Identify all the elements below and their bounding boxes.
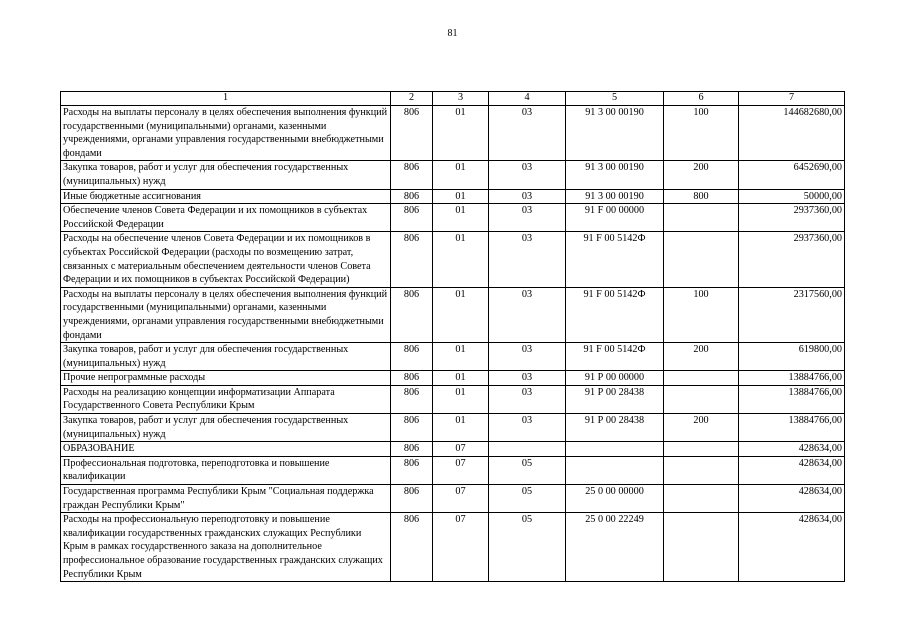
amount: 13884766,00 [739, 371, 845, 386]
subsection-code: 03 [489, 106, 566, 161]
target-article-code: 91 F 00 5142Ф [566, 287, 664, 342]
section-code: 01 [433, 287, 489, 342]
row-description: Иные бюджетные ассигнования [61, 189, 391, 204]
subsection-code: 03 [489, 189, 566, 204]
amount: 144682680,00 [739, 106, 845, 161]
subsection-code: 03 [489, 204, 566, 232]
ministry-code: 806 [391, 456, 433, 484]
section-code: 01 [433, 414, 489, 442]
table-row [61, 485, 845, 513]
ministry-code: 806 [391, 442, 433, 457]
ministry-code: 806 [391, 343, 433, 371]
subsection-code: 03 [489, 287, 566, 342]
column-header: 3 [433, 92, 489, 106]
amount: 428634,00 [739, 442, 845, 457]
ministry-code: 806 [391, 189, 433, 204]
section-code: 01 [433, 204, 489, 232]
subsection-code: 05 [489, 456, 566, 484]
column-header: 5 [566, 92, 664, 106]
target-article-code: 91 F 00 00000 [566, 204, 664, 232]
ministry-code: 806 [391, 232, 433, 287]
table-row [61, 371, 845, 386]
section-code: 07 [433, 485, 489, 513]
target-article-code: 25 0 00 00000 [566, 485, 664, 513]
column-header: 7 [739, 92, 845, 106]
column-header: 4 [489, 92, 566, 106]
target-article-code: 91 F 00 5142Ф [566, 232, 664, 287]
amount: 428634,00 [739, 485, 845, 513]
ministry-code: 806 [391, 287, 433, 342]
row-description: Расходы на выплаты персоналу в целях обеспечения выполнения функций государственными (муниципальными) органами, казенными учреждениями, органами управления государственными внебюджетными фондами [61, 106, 391, 161]
ministry-code: 806 [391, 161, 433, 189]
subsection-code: 03 [489, 414, 566, 442]
amount: 2317560,00 [739, 287, 845, 342]
row-description: Расходы на реализацию концепции информатизации Аппарата Государственного Совета Республики Крым [61, 385, 391, 413]
table-header-row [61, 92, 845, 106]
table-row [61, 385, 845, 413]
ministry-code: 806 [391, 485, 433, 513]
table-row [61, 343, 845, 371]
row-description: Профессиональная подготовка, переподготовка и повышение квалификации [61, 456, 391, 484]
expense-type-code: 100 [664, 106, 739, 161]
target-article-code: 91 Р 00 28438 [566, 414, 664, 442]
column-header: 2 [391, 92, 433, 106]
row-description: Расходы на профессиональную переподготовку и повышение квалификации государственных гражданских служащих Республики Крым в рамках государственного заказа на дополнительное профессиональное образование государственных гражданских служащих Республики Крым [61, 513, 391, 582]
table-row [61, 414, 845, 442]
subsection-code: 03 [489, 343, 566, 371]
amount: 428634,00 [739, 513, 845, 582]
expense-type-code: 200 [664, 343, 739, 371]
expense-type-code: 100 [664, 287, 739, 342]
section-code: 01 [433, 371, 489, 386]
subsection-code: 03 [489, 371, 566, 386]
section-code: 07 [433, 442, 489, 457]
subsection-code [489, 442, 566, 457]
section-code: 01 [433, 343, 489, 371]
target-article-code: 91 3 00 00190 [566, 161, 664, 189]
amount: 50000,00 [739, 189, 845, 204]
budget-table [60, 91, 845, 582]
amount: 13884766,00 [739, 414, 845, 442]
target-article-code: 25 0 00 22249 [566, 513, 664, 582]
row-description: Прочие непрограммные расходы [61, 371, 391, 386]
ministry-code: 806 [391, 385, 433, 413]
target-article-code: 91 Р 00 28438 [566, 385, 664, 413]
expense-type-code [664, 204, 739, 232]
table-row [61, 456, 845, 484]
subsection-code: 03 [489, 232, 566, 287]
amount: 2937360,00 [739, 204, 845, 232]
table-row [61, 287, 845, 342]
amount: 619800,00 [739, 343, 845, 371]
subsection-code: 03 [489, 385, 566, 413]
table-row [61, 232, 845, 287]
expense-type-code [664, 485, 739, 513]
ministry-code: 806 [391, 513, 433, 582]
column-header: 6 [664, 92, 739, 106]
section-code: 07 [433, 513, 489, 582]
target-article-code: 91 Р 00 00000 [566, 371, 664, 386]
target-article-code: 91 3 00 00190 [566, 189, 664, 204]
target-article-code: 91 F 00 5142Ф [566, 343, 664, 371]
section-code: 01 [433, 385, 489, 413]
table-row [61, 442, 845, 457]
expense-type-code [664, 385, 739, 413]
page-number: 81 [447, 28, 458, 39]
subsection-code: 05 [489, 485, 566, 513]
target-article-code [566, 442, 664, 457]
section-code: 07 [433, 456, 489, 484]
section-code: 01 [433, 189, 489, 204]
row-description: Закупка товаров, работ и услуг для обеспечения государственных (муниципальных) нужд [61, 414, 391, 442]
amount: 428634,00 [739, 456, 845, 484]
row-description: Закупка товаров, работ и услуг для обеспечения государственных (муниципальных) нужд [61, 343, 391, 371]
row-description: Расходы на обеспечение членов Совета Федерации и их помощников в субъектах Российской Федерации (расходы по возмещению затрат, связанных с материальным обеспечением деятельности членов Совета Федерации и их помощников в субъектах Российской Федерации) [61, 232, 391, 287]
target-article-code: 91 3 00 00190 [566, 106, 664, 161]
expense-type-code: 200 [664, 161, 739, 189]
amount: 2937360,00 [739, 232, 845, 287]
row-description: Закупка товаров, работ и услуг для обеспечения государственных (муниципальных) нужд [61, 161, 391, 189]
section-code: 01 [433, 161, 489, 189]
ministry-code: 806 [391, 414, 433, 442]
row-description: Расходы на выплаты персоналу в целях обеспечения выполнения функций государственными (муниципальными) органами, казенными учреждениями, органами управления государственными внебюджетными фондами [61, 287, 391, 342]
section-code: 01 [433, 106, 489, 161]
row-description: ОБРАЗОВАНИЕ [61, 442, 391, 457]
table-row [61, 106, 845, 161]
table-row [61, 161, 845, 189]
ministry-code: 806 [391, 371, 433, 386]
expense-type-code: 800 [664, 189, 739, 204]
ministry-code: 806 [391, 106, 433, 161]
expense-type-code [664, 442, 739, 457]
subsection-code: 03 [489, 161, 566, 189]
subsection-code: 05 [489, 513, 566, 582]
expense-type-code [664, 513, 739, 582]
expense-type-code [664, 232, 739, 287]
column-header: 1 [61, 92, 391, 106]
amount: 6452690,00 [739, 161, 845, 189]
amount: 13884766,00 [739, 385, 845, 413]
table-row [61, 189, 845, 204]
ministry-code: 806 [391, 204, 433, 232]
target-article-code [566, 456, 664, 484]
table-row [61, 204, 845, 232]
expense-type-code [664, 456, 739, 484]
expense-type-code: 200 [664, 414, 739, 442]
section-code: 01 [433, 232, 489, 287]
table-row [61, 513, 845, 582]
row-description: Государственная программа Республики Крым "Социальная поддержка граждан Республики Крым" [61, 485, 391, 513]
row-description: Обеспечение членов Совета Федерации и их помощников в субъектах Российской Федерации [61, 204, 391, 232]
expense-type-code [664, 371, 739, 386]
